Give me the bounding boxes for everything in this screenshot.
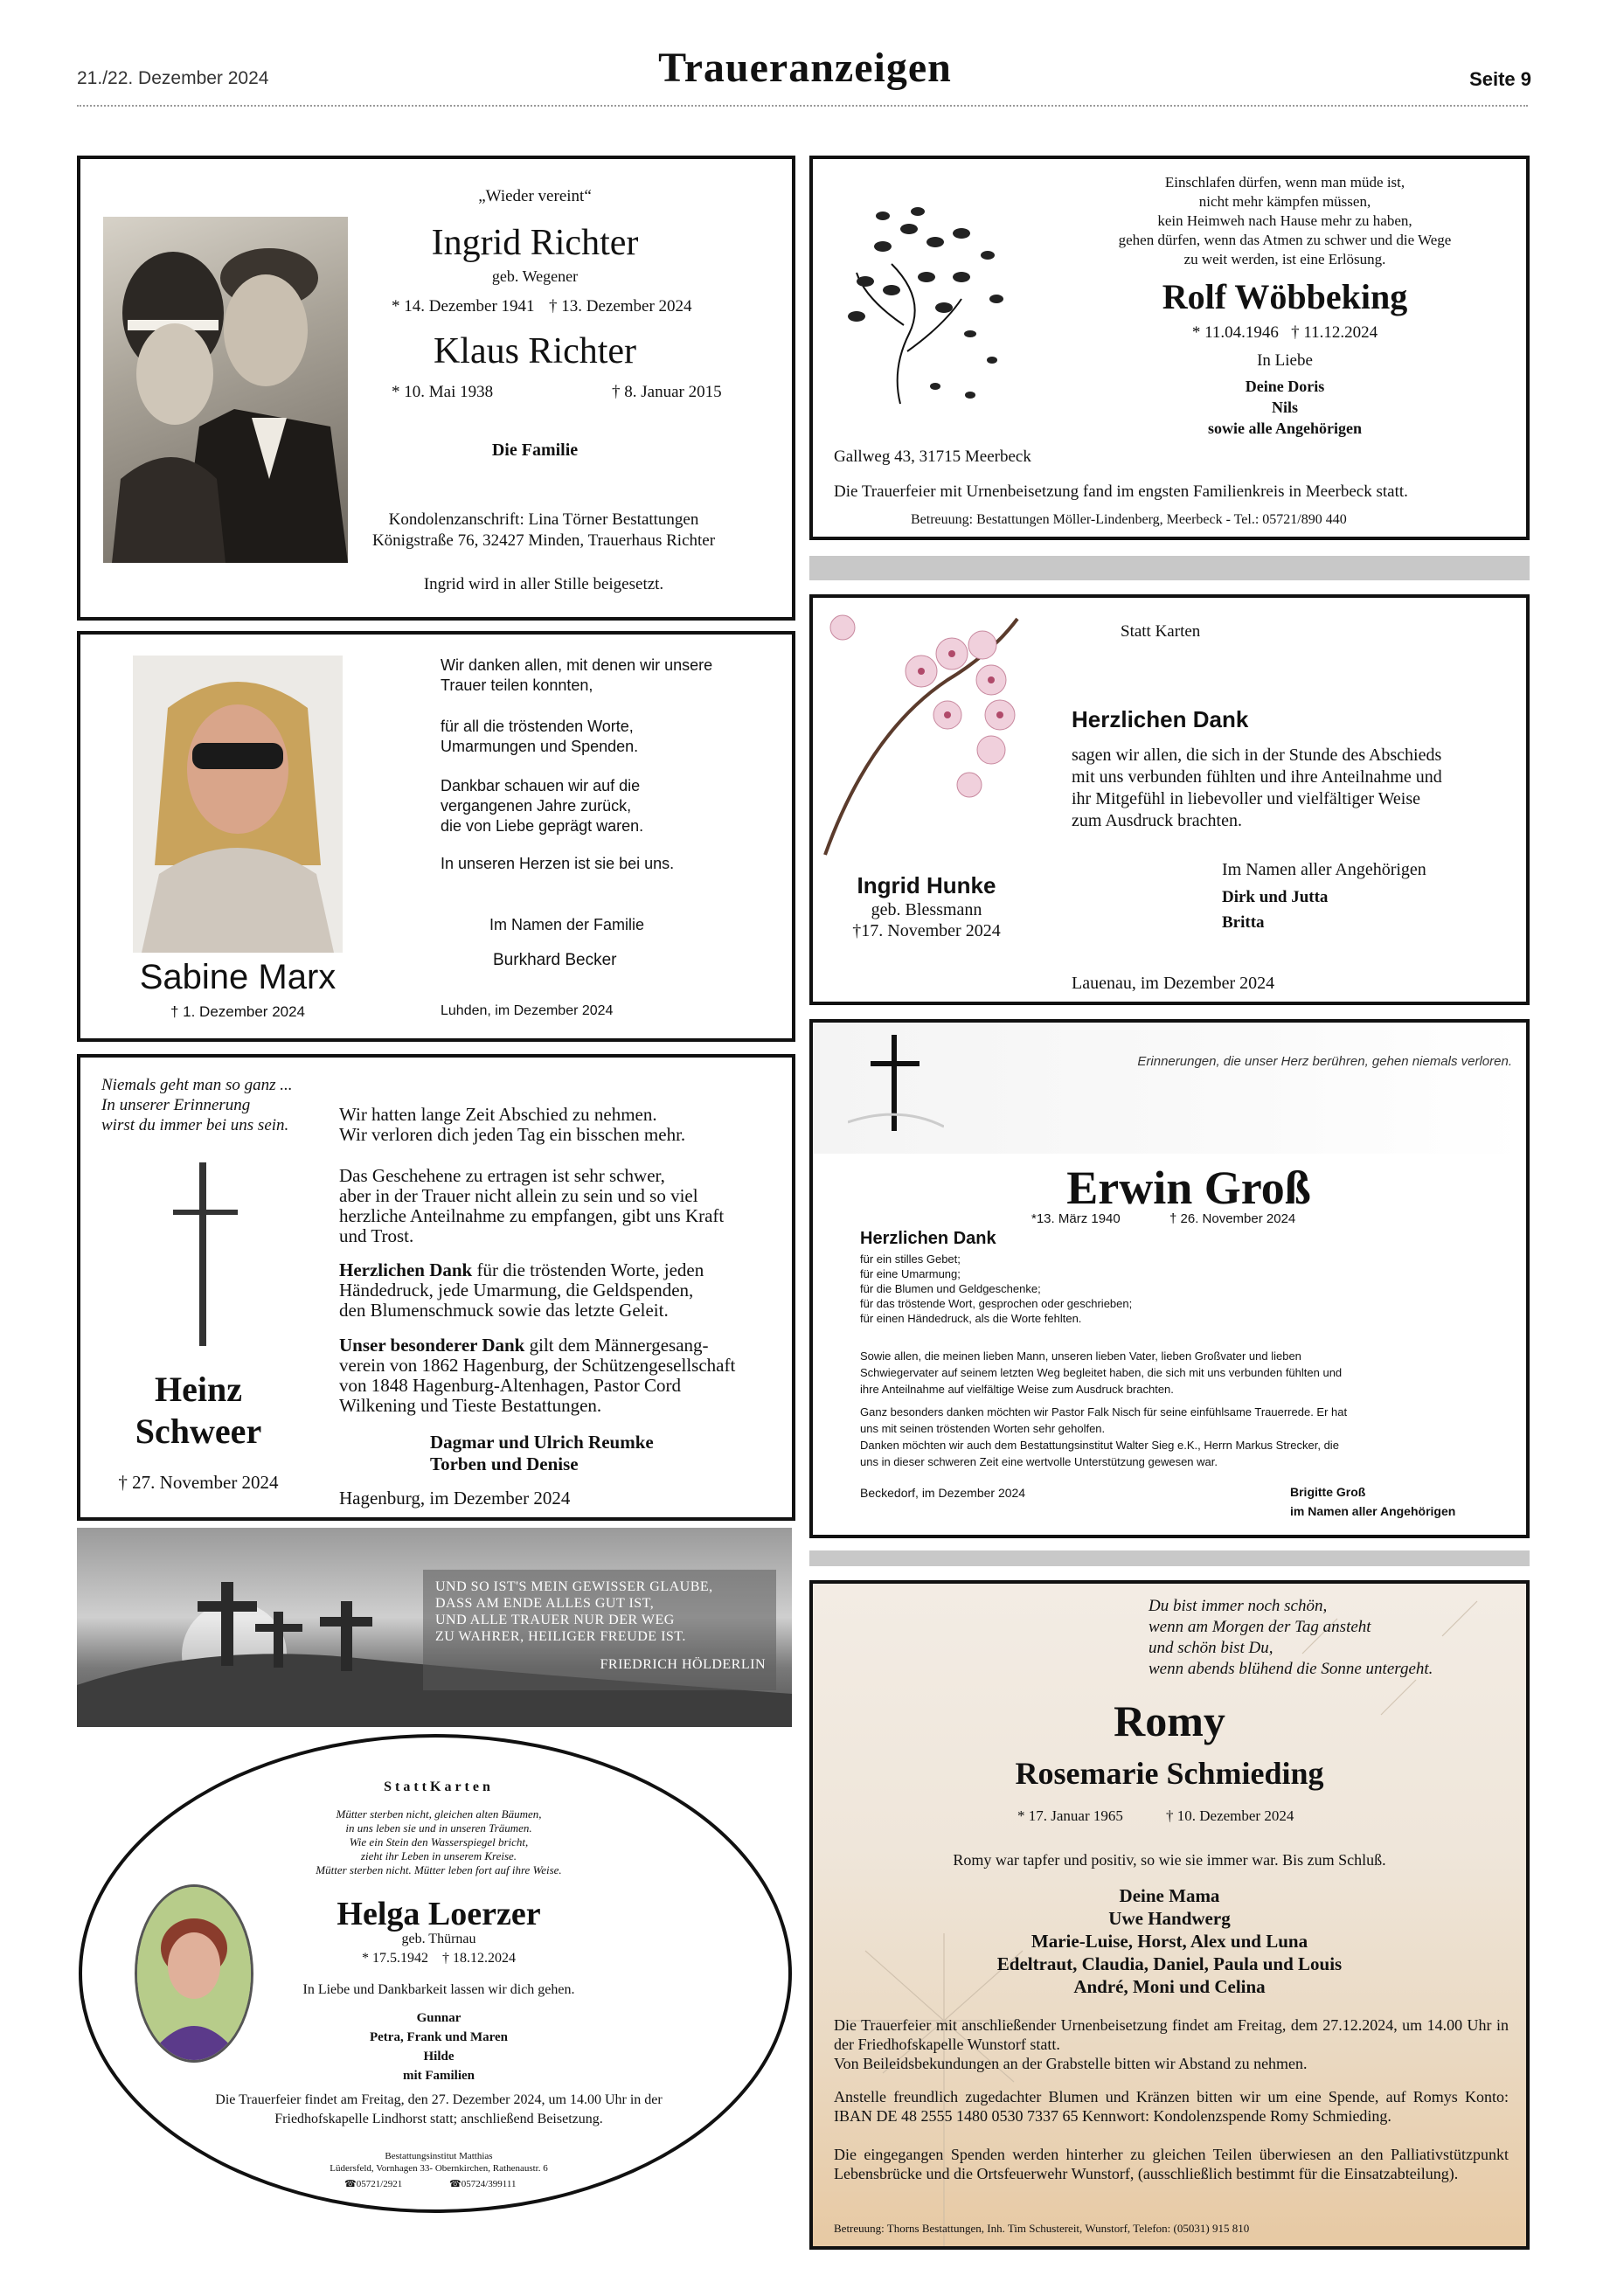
schweer-p3-rest: für die tröstenden Worte, jeden Händedruck, jede Umarmung, die Geldspenden, den Blumenschmuck sowie das letzte Geleit. xyxy=(339,1259,704,1321)
marx-text-1: Wir danken allen, mit denen wir unsere Trauer teilen konnten, xyxy=(441,656,713,694)
romy-p2: Anstelle freundlich zugedachter Blumen und Kränzen bitten wir um eine Spende, auf Romys Konto: IBAN DE 48 2555 1480 0530 7337 65 Kennwort: Kondolenzspende Romy Schmieding. xyxy=(834,2088,1509,2125)
richter-name-2: Klaus Richter xyxy=(433,331,637,371)
loerzer-phone-2: ☎05724/399111 xyxy=(449,2179,517,2189)
obituary-loerzer xyxy=(79,1734,792,2213)
marx-died: † 1. Dezember 2024 xyxy=(170,1003,306,1020)
gross-died: † 26. November 2024 xyxy=(1169,1211,1296,1226)
marx-name: Sabine Marx xyxy=(139,958,337,996)
richter-burial: Ingrid wird in aller Stille beigesetzt. xyxy=(423,575,664,593)
loerzer-in-love: In Liebe und Dankbarkeit lassen wir dich gehen. xyxy=(302,1982,575,1997)
romy-p3: Die eingegangen Spenden werden hinterher zu gleichen Teilen überwiesen an den Palliativstützpunkt Lebensbrücke und die Ortsfeuerwehr Wunstorf, (ausschließlich bestimmt für die Einsatzabteilung). xyxy=(834,2146,1509,2182)
hunke-heading: Herzlichen Dank xyxy=(1072,706,1249,732)
marx-photo xyxy=(133,656,343,953)
schweer-p4 xyxy=(339,1335,735,1416)
loerzer-photo xyxy=(135,1884,253,2063)
hunke-died: †17. November 2024 xyxy=(852,921,1001,940)
gross-born: *13. März 1940 xyxy=(1031,1211,1121,1226)
schweer-p3-bold: Herzlichen Dank xyxy=(339,1259,473,1280)
schweer-place: Hagenburg, im Dezember 2024 xyxy=(339,1488,571,1509)
hunke-name: Ingrid Hunke xyxy=(857,872,996,898)
hunke-signers: Dirk und Jutta Britta xyxy=(1222,888,1329,932)
romy-poem: Du bist immer noch schön, wenn am Morgen der Tag ansteht und schön bist Du, wenn abends blühend die Sonne untergeht. xyxy=(1149,1597,1433,1678)
obituary-romy xyxy=(809,1580,1530,2250)
couple-photo-image xyxy=(103,217,348,563)
romy-born: * 17. Januar 1965 xyxy=(1017,1807,1123,1824)
romy-fullname: Rosemarie Schmieding xyxy=(1015,1756,1324,1791)
marx-text-2: für all die tröstenden Worte, Umarmungen und Spenden. xyxy=(441,718,639,755)
romy-name: Romy xyxy=(1114,1696,1225,1745)
gross-p2: Ganz besonders danken möchten wir Pastor Falk Nisch für seine einfühlsame Trauerrede. Er hat uns mit seinen tröstenden Worten sehr geholfen. Danken möchten wir auch dem Bestattungsinstitut Walter Sieg e.K., Herrn Markus Strecker, die uns in dieser schweren Zeit eine wertvolle Unterstützung gewesen war. xyxy=(860,1405,1348,1468)
woebbeking-care: Betreuung: Bestattungen Möller-Lindenberg, Meerbeck - Tel.: 05721/890 440 xyxy=(911,512,1347,527)
hunke-nee: geb. Blessmann xyxy=(871,900,982,919)
richter-contact-1: Kondolenzanschrift: Lina Törner Bestattungen xyxy=(388,510,699,529)
hoelderlin-banner xyxy=(77,1528,792,1727)
marx-on-behalf: Im Namen der Familie xyxy=(489,916,645,933)
schweer-p1: Wir hatten lange Zeit Abschied zu nehmen. Wir verloren dich jeden Tag ein bisschen mehr. xyxy=(339,1104,686,1145)
gross-motto: Erinnerungen, die unser Herz berühren, gehen niemals verloren. xyxy=(1137,1054,1512,1069)
romy-mourners: Deine Mama Uwe Handwerg Marie-Luise, Horst, Alex und Luna Edeltraut, Claudia, Daniel, Paula und Louis André, Moni und Celina xyxy=(996,1885,1343,1997)
loerzer-dates: * 17.5.1942 † 18.12.2024 xyxy=(362,1951,516,1966)
loerzer-phone-1: ☎05721/2921 xyxy=(344,2179,403,2189)
woebbeking-mourners: Deine Doris Nils sowie alle Angehörigen xyxy=(1208,378,1362,437)
gross-place: Beckedorf, im Dezember 2024 xyxy=(860,1486,1026,1500)
schweer-p3 xyxy=(339,1260,704,1321)
page-number: Seite 9 xyxy=(1469,68,1531,90)
woebbeking-ceremony: Die Trauerfeier mit Urnenbeisetzung fand im engsten Familienkreis in Meerbeck statt. xyxy=(834,482,1408,501)
schweer-signers: Dagmar und Ulrich Reumke Torben und Denise xyxy=(430,1432,654,1474)
hunke-statt: Statt Karten xyxy=(1121,622,1201,641)
romy-died: † 10. Dezember 2024 xyxy=(1166,1807,1294,1824)
richter-died-2: † 8. Januar 2015 xyxy=(612,383,722,401)
obituary-hunke xyxy=(809,594,1530,1005)
schweer-p2: Das Geschehene zu ertragen ist sehr schwer, aber in der Trauer nicht allein zu sein und so viel herzliche Anteilnahme zu empfangen, gibt uns Kraft und Trost. xyxy=(339,1165,725,1246)
marx-text-3: Dankbar schauen wir auf die vergangenen Jahre zurück, die von Liebe geprägt waren. xyxy=(441,777,644,835)
woebbeking-in-love: In Liebe xyxy=(1257,351,1313,370)
romy-tagline: Romy war tapfer und positiv, so wie sie immer war. Bis zum Schluß. xyxy=(953,1851,1386,1869)
marx-text-4: In unseren Herzen ist sie bei uns. xyxy=(441,855,675,872)
gross-name: Erwin Groß xyxy=(1066,1162,1311,1214)
schweer-name: Heinz Schweer xyxy=(135,1370,262,1451)
richter-nee-1: geb. Wegener xyxy=(491,267,579,285)
richter-born-2: * 10. Mai 1938 xyxy=(392,383,494,401)
loerzer-name: Helga Loerzer xyxy=(337,1896,541,1932)
schweer-poem: Niemals geht man so ganz ... In unserer Erinnerung wirst du immer bei uns sein. xyxy=(101,1076,293,1134)
loerzer-nee: geb. Thürnau xyxy=(401,1932,476,1946)
hoelderlin-quote: UND SO IST'S MEIN GEWISSER GLAUBE, DASS AM ENDE ALLES GUT IST, UND ALLE TRAUER NUR DER WEG ZU WAHRER, HEILIGER FREUDE IST. xyxy=(435,1579,713,1644)
divider-bar-right-2 xyxy=(809,1550,1530,1566)
romy-care: Betreuung: Thorns Bestattungen, Inh. Tim Schustereit, Wunstorf, Telefon: (05031) 915 810 xyxy=(834,2222,1250,2235)
hunke-place: Lauenau, im Dezember 2024 xyxy=(1072,974,1275,993)
gross-cross-icon xyxy=(848,1035,944,1140)
orchid-branch-icon xyxy=(816,601,1044,864)
obituary-schweer xyxy=(77,1054,795,1521)
gross-signer: Brigitte Groß im Namen aller Angehörigen xyxy=(1290,1485,1456,1518)
schweer-p4-rest: gilt dem Männergesang- verein von 1862 Hagenburg, der Schützengesellschaft von 1848 Hagenburg-Altenhagen, Pastor Cord Wilkening und Tieste Bestattungen. xyxy=(339,1335,736,1416)
richter-name-1: Ingrid Richter xyxy=(431,223,639,263)
schweer-died: † 27. November 2024 xyxy=(118,1472,279,1493)
loerzer-ceremony: Die Trauerfeier findet am Freitag, den 27. Dezember 2024, um 14.00 Uhr in der Friedhofskapelle Lindhorst statt; anschließend Beisetzung. xyxy=(215,2092,663,2126)
couple-photo xyxy=(103,217,348,563)
richter-contact-2: Königstraße 76, 32427 Minden, Trauerhaus Richter xyxy=(371,531,716,550)
header-divider xyxy=(77,105,1528,107)
obituary-gross xyxy=(809,1019,1530,1538)
richter-motto: „Wieder vereint“ xyxy=(478,187,592,205)
richter-family: Die Familie xyxy=(491,440,579,460)
gross-heading: Herzlichen Dank xyxy=(860,1229,996,1248)
marx-signer: Burkhard Becker xyxy=(493,951,617,969)
loerzer-poem: Mütter sterben nicht, gleichen alten Bäumen, in uns leben sie und in unseren Träumen. Wie ein Stein den Wasserspiegel bricht, zieht ihr Leben in unserem Kreise. Mütter sterben nicht. Mütter leben fort auf ihre Weise. xyxy=(316,1807,562,1876)
woebbeking-dates: * 11.04.1946 † 11.12.2024 xyxy=(1191,323,1378,342)
marx-portrait-image xyxy=(133,656,343,953)
loerzer-statt: StattKarten xyxy=(384,1779,494,1794)
page-title: Traueranzeigen xyxy=(658,45,952,91)
woebbeking-name: Rolf Wöbbeking xyxy=(1162,277,1408,316)
romy-p1: Die Trauerfeier mit anschließender Urnenbeisetzung findet am Freitag, dem 27.12.2024, um 14.00 Uhr in der Friedhofskapelle Wunstorf statt. Von Beileidsbekundungen an der Grabstelle bitten wir Abstand zu nehmen. xyxy=(834,2016,1509,2072)
richter-died-1: † 13. Dezember 2024 xyxy=(549,297,692,316)
hunke-on-behalf: Im Namen aller Angehörigen xyxy=(1222,860,1426,879)
divider-bar-right-1 xyxy=(809,556,1530,580)
richter-born-1: * 14. Dezember 1941 xyxy=(392,297,535,316)
marx-place: Luhden, im Dezember 2024 xyxy=(441,1003,614,1018)
schweer-cross-icon xyxy=(173,1162,243,1346)
loerzer-institute: Bestattungsinstitut Matthias Lüdersfeld, Vornhagen 33- Obernkirchen, Rathenaustr. 6 xyxy=(330,2151,548,2174)
hunke-text: sagen wir allen, die sich in der Stunde des Abschieds mit uns verbunden fühlten und ihre Anteilnahme und ihr Mitgefühl in liebevoller und vielfältiger Weise zum Ausdruck brachten. xyxy=(1072,746,1442,830)
schweer-p4-bold: Unser besonderer Dank xyxy=(339,1335,525,1356)
obituary-marx xyxy=(77,631,795,1042)
gross-p1: Sowie allen, die meinen lieben Mann, unseren lieben Vater, lieben Großvater und lieben Schwiegervater auf seinem letzten Weg begleitet haben, die sich mit uns verbunden fühlten und ihre Anteilnahme auf vielfältige Weise zum Ausdruck brachten. xyxy=(860,1349,1343,1396)
woebbeking-address: Gallweg 43, 31715 Meerbeck xyxy=(834,447,1031,466)
woebbeking-poem: Einschlafen dürfen, wenn man müde ist, nicht mehr kämpfen müssen, kein Heimweh nach Hause mehr zu haben, gehen dürfen, wenn das Atmen zu schwer und die Wege zu weit werden, ist eine Erlösung. xyxy=(1118,174,1452,267)
obituary-woebbeking xyxy=(809,156,1530,540)
windblown-tree-icon xyxy=(830,194,1014,413)
obituary-richter xyxy=(77,156,795,621)
loerzer-mourners: Gunnar Petra, Frank und Maren Hilde mit Familien xyxy=(369,2011,509,2083)
gross-list: für ein stilles Gebet; für eine Umarmung; für die Blumen und Geldgeschenke; für das tröstende Wort, gesprochen oder geschrieben; für einen Händedruck, als die Worte fehlten. xyxy=(860,1252,1133,1325)
loerzer-portrait-image xyxy=(137,1887,251,2060)
hoelderlin-author: FRIEDRICH HÖLDERLIN xyxy=(600,1657,766,1672)
header-date: 21./22. Dezember 2024 xyxy=(77,68,269,88)
